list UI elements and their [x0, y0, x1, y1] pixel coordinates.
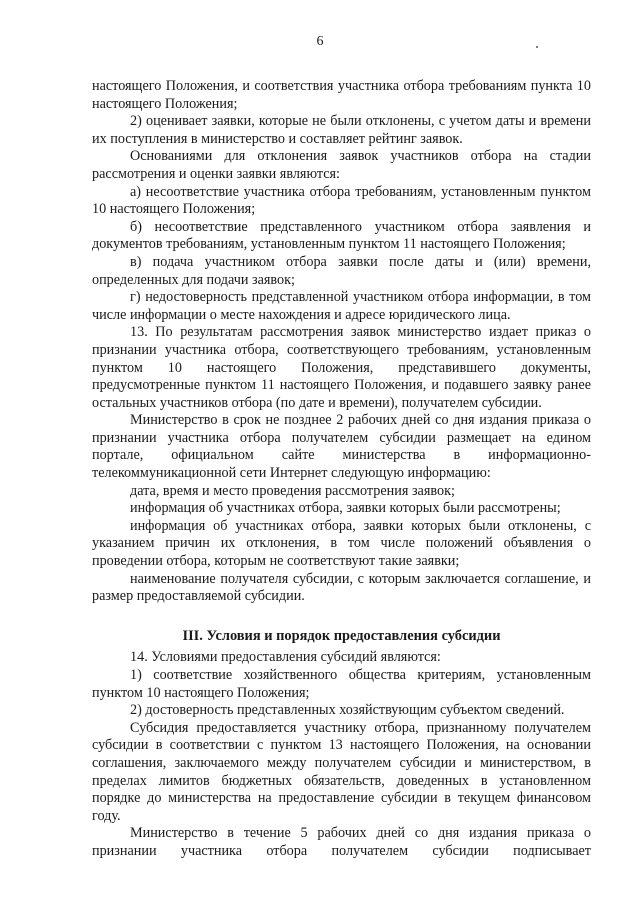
- paragraph: Субсидия предоставляется участнику отбора, признанному получателем субсидии в соответствии с пунктом 13 настоящего Положения, на основании соглашения, заключаемого между получателем субсидии и министерством, в пределах лимитов бюджетных обязательств, доведенных в установленном порядке до министерства на предоставление субсидии в текущем финансовом году.: [92, 719, 591, 824]
- paragraph: Основаниями для отклонения заявок участников отбора на стадии рассмотрения и оценки заявки являются:: [92, 148, 591, 182]
- paragraph: информация об участниках отбора, заявки которых были отклонены, с указанием причин их отклонения, в том числе положений объявления о проведении отбора, которым не соответствуют такие заявки;: [92, 517, 591, 570]
- scan-speck: [536, 46, 538, 48]
- paragraph: 2) оценивает заявки, которые не были отклонены, с учетом даты и времени их поступления в министерство и составляет рейтинг заявок.: [92, 113, 591, 147]
- paragraph: 2) достоверность представленных хозяйствующим субъектом сведений.: [130, 702, 565, 719]
- paragraph: наименование получателя субсидии, с которым заключается соглашение, и размер предоставляемой субсидии.: [92, 570, 591, 605]
- paragraph: настоящего Положения, и соответствия участника отбора требованиям пункта 10 настоящего Положения;: [92, 78, 591, 112]
- paragraph: г) недостоверность представленной участником отбора информации, в том числе информации о месте нахождения и адресе юридического лица.: [92, 289, 591, 323]
- paragraph: 14. Условиями предоставления субсидий являются:: [130, 649, 441, 666]
- paragraph: 13. По результатам рассмотрения заявок министерство издает приказ о признании участника отбора, соответствующего требованиям, установленным пунктом 10 настоящего Положения, представившего документы, предусмотренные пунктом 11 настоящего Положения, и подавшего заявку ранее остальных участников отбора (по дате и времени), получателем субсидии.: [92, 324, 591, 411]
- paragraph: 1) соответствие хозяйственного общества критериям, установленным пунктом 10 настоящего Положения;: [92, 667, 591, 701]
- paragraph: Министерство в срок не позднее 2 рабочих дней со дня издания приказа о признании участника отбора получателем субсидии размещает на едином портале, официальном сайте министерства в информационно-телекоммуникационной сети Интернет следующую информацию:: [92, 412, 591, 482]
- paragraph: дата, время и место проведения рассмотрения заявок;: [130, 482, 455, 499]
- section-heading: III. Условия и порядок предоставления субсидии: [182, 627, 501, 644]
- paragraph: информация об участниках отбора, заявки которых были рассмотрены;: [130, 500, 561, 517]
- paragraph: а) несоответствие участника отбора требованиям, установленным пунктом 10 настоящего Положения;: [92, 183, 591, 218]
- paragraph: б) несоответствие представленного участником отбора заявления и документов требованиям, установленным пунктом 11 настоящего Положения;: [92, 218, 591, 253]
- page-number: 6: [316, 34, 324, 49]
- document-body: [92, 78, 591, 861]
- paragraphs-before-heading: [92, 78, 591, 606]
- paragraph: Министерство в течение 5 рабочих дней со дня издания приказа о признании участника отбора получателем субсидии подписывает: [92, 825, 591, 859]
- paragraphs-after-heading: [92, 649, 591, 860]
- paragraph: в) подача участником отбора заявки после даты и (или) времени, определенных для подачи заявок;: [92, 253, 591, 288]
